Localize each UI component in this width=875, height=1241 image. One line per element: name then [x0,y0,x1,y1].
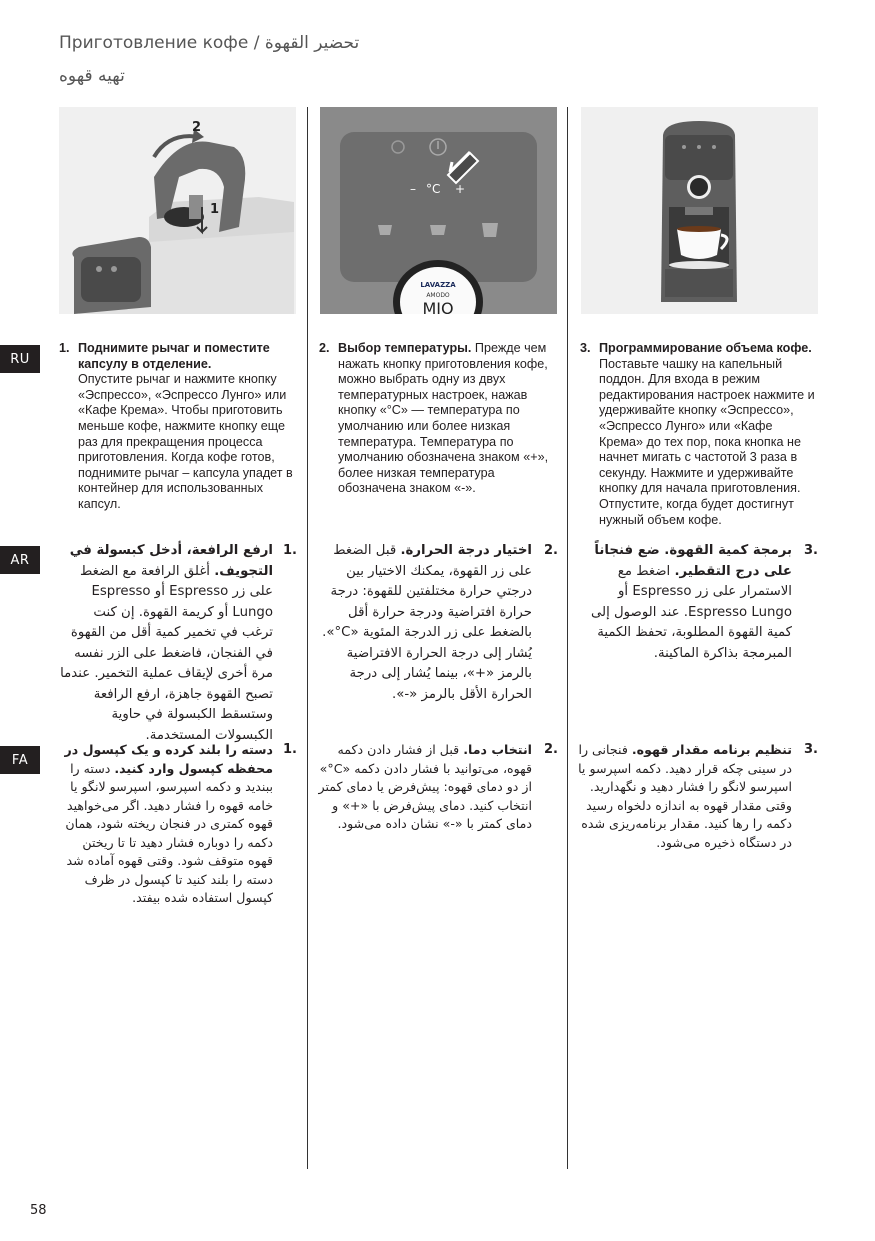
step-number: 2. [319,341,330,355]
language-tab-ru: RU [0,345,40,373]
step-number: 1. [59,341,70,355]
temp-unit: °C [426,182,441,196]
step-number: 3. [804,742,818,757]
temp-minus: – [410,182,416,196]
ar-step-3 [578,541,818,664]
step-title: انتخاب دما. [463,742,532,757]
step-title: Поднимите рычаг и поместите капсулу в отделение. [78,341,270,371]
ar-step-1 [59,541,297,746]
step-number: 2. [544,543,558,558]
step-body: Опустите рычаг и нажмите кнопку «Эспрессо», «Эспрессо Лунго» или «Кафе Крема». Чтобы приготовить меньше кофе, нажмите кнопку еще раз для прекращения процесса приготовления. Когда кофе готов, поднимите рычаг – капсула упадет в контейнер для использованных капсул. [78,372,293,511]
step-body: أغلق الرافعة مع الضغط على زر Espresso أو Espresso Lungo أو كريمة القهوة. إن كنت ترغب في تخمير كمية أقل من القهوة في الفنجان، فاضغط على الزر نفسه مرة أخرى لإيقاف عملية التخمير. عندما تصبح القهوة جاهزة، ارفع الرافعة وستسقط الكبسولة في حاوية الكبسولات المستخدمة. [60,563,273,743]
step-number: 3. [580,341,591,355]
step-body: قبل الضغط على زر القهوة، يمكنك الاختيار بين درجتي حرارة مختلفتين للقهوة: درجة حرارة افتراضية ودرجة حرارة أقل بالضغط على زر الدرجة المئوية «C°». يُشار إلى درجة الحرارة الافتراضية بالرمز «+»، بينما يُشار إلى درجة الحرارة الأقل بالرمز «-». [322,543,532,702]
photo-control-panel [320,107,557,314]
step-number: 2. [544,742,558,757]
photo-lever-capsule [59,107,296,314]
fa-step-2 [318,741,558,834]
step-title: ارفع الرافعة، أدخل كبسولة في التجويف. [69,543,273,579]
step-body: Прежде чем нажать кнопку приготовления кофе, можно выбрать одну из двух температурных настроек, нажав кнопку «°C» — температура по умолчанию или более низкая температура. Температура по умолчанию обозначена знаком «+», более низкая температура обозначена знаком «-». [338,341,549,496]
step-title: Выбор температуры. [338,341,472,355]
page-subtitle-fa: تهیه قهوه [59,66,125,86]
step-body: قبل از فشار دادن دکمه قهوه، می‌توانید با فشار دادن دکمه «C°» از دو دمای قهوه: پیش‌فرض یا دمای کمتر انتخاب کنید. دمای پیش‌فرض با «+» و دمای کمتر با «-» نشان داده می‌شود. [318,742,532,831]
brand-logo: LAVAZZA [420,281,456,289]
photo-machine-with-cup [581,107,818,314]
page-title: Приготовление кофе / تحضير القهوة [59,33,360,53]
step-title: اختيار درجة الحرارة. [400,543,532,558]
step-body: فنجانی را در سینی چکه قرار دهید. دکمه اسپرسو یا اسپرسو لانگو را فشار دهید و نگهدارید. وقتی مقدار قهوه به اندازه دلخواه رسید دکمه را رها کنید. مقدار برنامه‌ریزی شده در دستگاه ذخیره می‌شود. [578,742,792,850]
step-title: برمجة كمية القهوة. ضع فنجاناً على درج التقطير. [594,543,792,579]
step-body: اضغط مع الاستمرار على زر Espresso أو Espresso Lungo. عند الوصول إلى كمية القهوة المطلوبة، تحفظ الكمية المبرمجة بذاكرة الماكينة. [590,563,792,661]
model-name: AMODO [426,292,450,299]
temp-plus: + [455,182,466,196]
ru-step-1 [59,341,297,513]
ru-step-3 [580,341,820,528]
language-tab-fa: FA [0,746,40,774]
step-title: Программирование объема кофе. [599,341,812,355]
step-title: تنظیم برنامه مقدار قهوه. [631,742,792,757]
ar-step-2 [318,541,558,705]
page-number: 58 [30,1203,47,1218]
step-title: دسته را بلند کرده و یک کپسول در محفظه کپسول وارد کنید. [64,742,273,776]
callout-2: 2 [192,120,202,135]
mio-logo: MIO [422,299,454,314]
fa-step-3 [578,741,818,852]
language-tab-ar: AR [0,546,40,574]
step-number: 1. [283,543,297,558]
step-number: 1. [283,742,297,757]
step-body: دسته را ببندید و دکمه اسپرسو، اسپرسو لانگو یا خامه قهوه را فشار دهید. اگر می‌خواهید قهوه کمتری در فنجان ریخته شود، همان دکمه را دوباره فشار دهید تا تا ریختن قهوه متوقف شود. وقتی قهوه آماده شد دسته را بلند کنید تا کپسول در ظرف کپسول استفاده شده بیفتد. [65,760,273,905]
step-body: Поставьте чашку на капельный поддон. Для входа в режим редактирования настроек нажмите и удерживайте кнопку «Эспрессо», «Эспрессо Лунго» или «Кафе Крема» до тех пор, пока кнопка не начнет мигать с частотой 3 раза в секунду. Нажмите и удерживайте кнопку для начала приготовления. Отпустите, когда будет достигнут нужный объем кофе. [599,356,815,527]
callout-1: 1 [210,202,220,217]
step-number: 3. [804,543,818,558]
fa-step-1 [59,741,297,908]
column-divider [567,107,568,1169]
ru-step-2 [319,341,559,497]
column-divider [307,107,308,1169]
